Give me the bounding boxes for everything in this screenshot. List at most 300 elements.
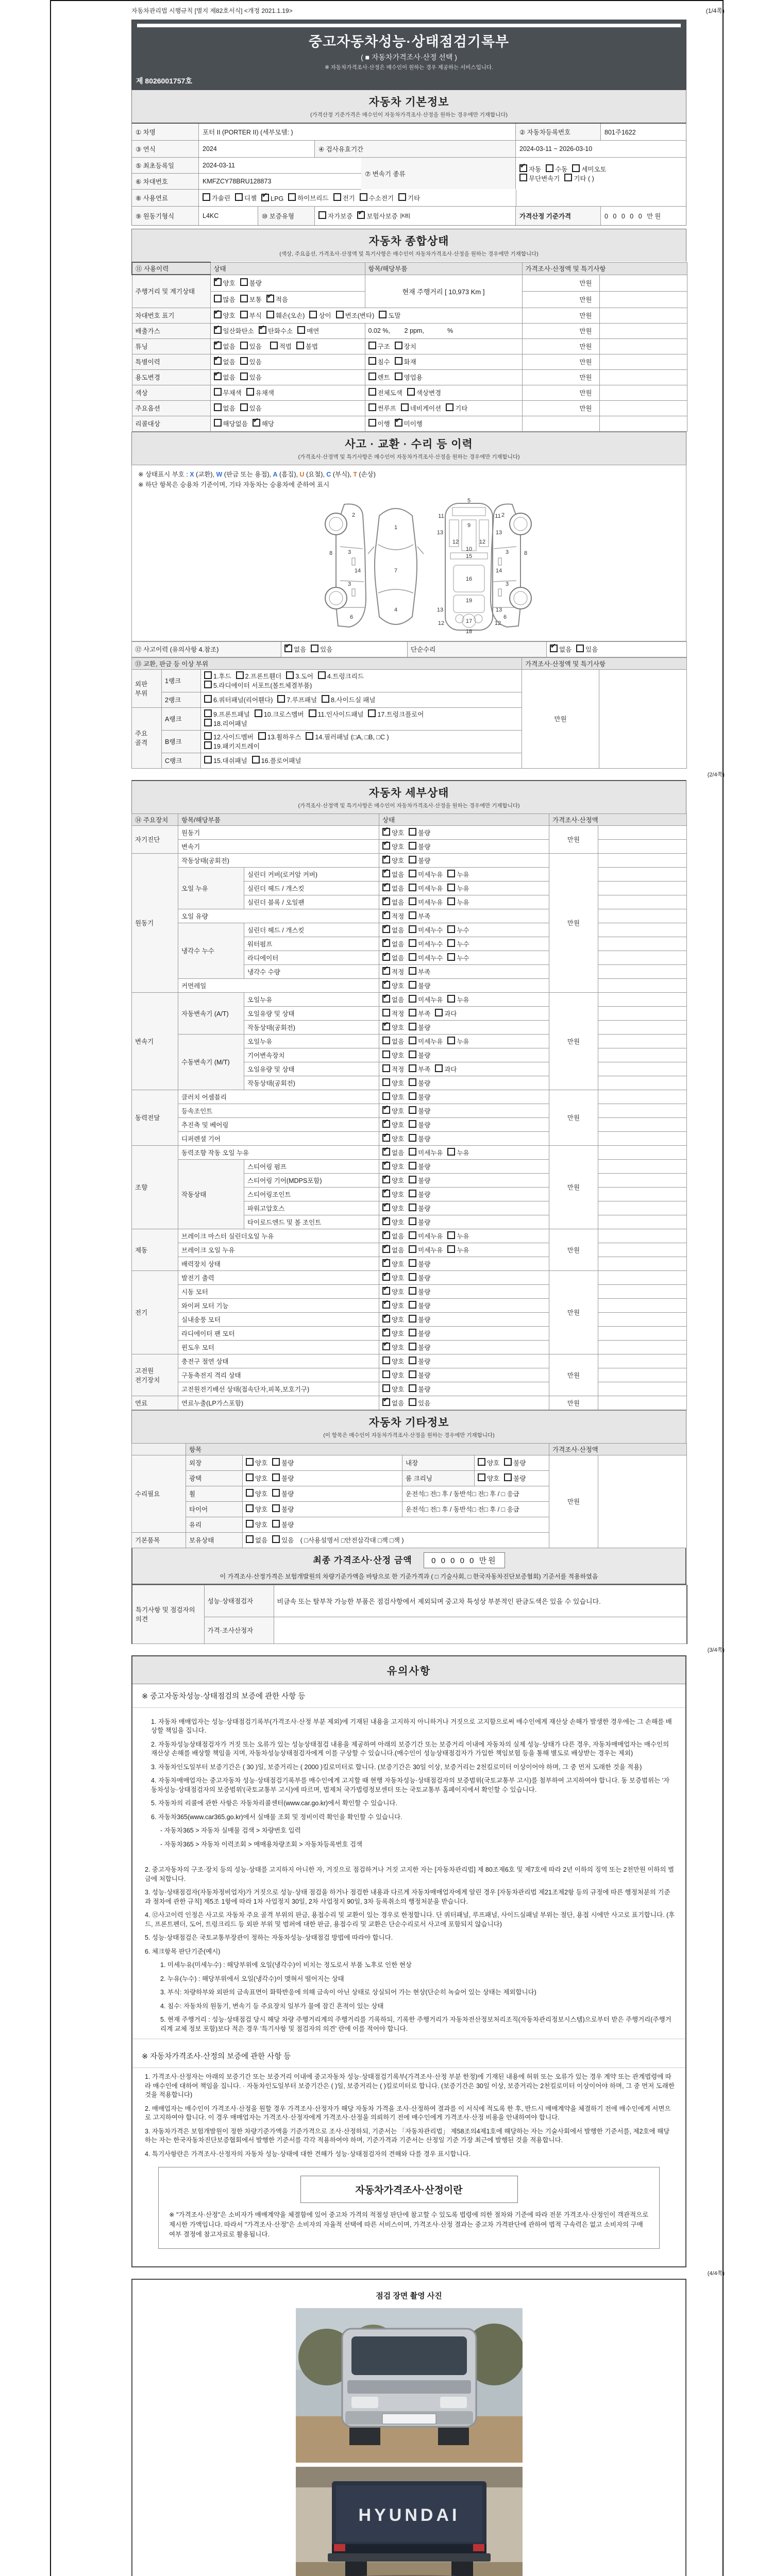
checkbox[interactable] bbox=[382, 939, 390, 947]
checkbox[interactable] bbox=[409, 1204, 416, 1211]
checkbox[interactable] bbox=[272, 1458, 280, 1466]
checkbox[interactable] bbox=[272, 1504, 280, 1512]
checkbox[interactable] bbox=[382, 1134, 390, 1142]
checkbox[interactable] bbox=[368, 342, 376, 349]
part-option: 9.프론트패널 bbox=[204, 711, 250, 718]
checkbox[interactable] bbox=[333, 193, 341, 201]
checkbox[interactable] bbox=[409, 953, 416, 961]
page-marker-4: (4/4쪽) bbox=[707, 2270, 725, 2277]
checkbox[interactable] bbox=[204, 719, 212, 726]
checkbox[interactable] bbox=[409, 1231, 416, 1239]
checkbox[interactable] bbox=[447, 995, 455, 1003]
checkbox[interactable] bbox=[240, 357, 248, 365]
checkbox[interactable] bbox=[409, 1370, 416, 1378]
checkbox[interactable] bbox=[409, 1092, 416, 1100]
checkbox[interactable] bbox=[409, 1009, 416, 1016]
table-row: 작동상태 스티어링 펌프 ✔ 양호 불량 bbox=[132, 1159, 687, 1173]
checkbox[interactable] bbox=[214, 326, 222, 334]
checkbox[interactable] bbox=[409, 1398, 416, 1406]
checkbox[interactable] bbox=[409, 1384, 416, 1392]
checkbox[interactable] bbox=[246, 1473, 254, 1481]
checkbox-option: 불량 bbox=[409, 1191, 430, 1198]
notices-block bbox=[131, 1655, 686, 2268]
table-row: 디퍼렌셜 기어 ✔ 양호 불량 bbox=[132, 1131, 687, 1145]
checkbox[interactable] bbox=[382, 981, 390, 989]
checkbox[interactable] bbox=[564, 174, 572, 181]
checkbox[interactable] bbox=[409, 1162, 416, 1170]
checkbox[interactable] bbox=[409, 870, 416, 877]
checkbox[interactable] bbox=[447, 939, 455, 947]
checkbox[interactable] bbox=[368, 419, 376, 427]
checkbox[interactable] bbox=[409, 1287, 416, 1295]
table-row: 와이퍼 모터 기능 ✔ 양호 불량 bbox=[132, 1298, 687, 1312]
checkbox[interactable] bbox=[272, 1489, 280, 1497]
checkbox-option: ✔ 양호 bbox=[382, 1344, 404, 1351]
checkbox[interactable] bbox=[240, 295, 248, 302]
checkbox-option: ✔ 없음 bbox=[382, 955, 404, 962]
checkbox[interactable] bbox=[478, 1458, 485, 1466]
checkbox[interactable] bbox=[398, 193, 406, 201]
checkbox[interactable] bbox=[382, 911, 390, 919]
svg-text:2: 2 bbox=[501, 512, 505, 518]
etc-header bbox=[131, 1410, 686, 1443]
checkbox[interactable] bbox=[368, 372, 376, 380]
checkbox[interactable] bbox=[214, 372, 222, 380]
checkbox[interactable] bbox=[407, 388, 415, 396]
checkbox[interactable] bbox=[546, 164, 553, 172]
checkbox-option: ✔ 양호 bbox=[382, 1261, 404, 1268]
checkbox[interactable] bbox=[266, 311, 274, 318]
checkbox[interactable] bbox=[379, 311, 386, 318]
checkbox-option: 불량 bbox=[409, 1122, 430, 1129]
checkbox[interactable] bbox=[240, 403, 248, 411]
checkbox[interactable] bbox=[246, 1520, 254, 1528]
checkbox[interactable] bbox=[409, 1315, 416, 1323]
checkbox[interactable] bbox=[272, 1520, 280, 1528]
checkbox[interactable] bbox=[311, 645, 318, 652]
checkbox[interactable] bbox=[382, 897, 390, 905]
checkbox[interactable] bbox=[447, 884, 455, 891]
checkbox[interactable] bbox=[409, 1078, 416, 1086]
checkbox[interactable] bbox=[409, 1023, 416, 1030]
checkbox-option: 양호 bbox=[382, 1372, 404, 1379]
checkbox[interactable] bbox=[214, 295, 222, 302]
checkbox[interactable] bbox=[368, 388, 376, 396]
svg-text:15: 15 bbox=[465, 553, 473, 560]
checkbox[interactable] bbox=[409, 1301, 416, 1309]
checkbox[interactable] bbox=[382, 1231, 390, 1239]
checkbox[interactable] bbox=[409, 995, 416, 1003]
checkbox[interactable] bbox=[246, 388, 254, 396]
checkbox[interactable] bbox=[447, 1245, 455, 1253]
checkbox[interactable] bbox=[382, 1384, 390, 1392]
checkbox[interactable] bbox=[519, 174, 527, 181]
checkbox-option: 세미오토 bbox=[572, 166, 606, 173]
checkbox[interactable] bbox=[382, 856, 390, 863]
checkbox-option: ✔ 양호 bbox=[382, 829, 404, 837]
svg-text:8: 8 bbox=[524, 550, 528, 556]
checkbox-option: 있음 bbox=[240, 343, 262, 350]
checkbox[interactable] bbox=[447, 953, 455, 961]
checkbox-option: 부족 bbox=[409, 969, 430, 976]
checkbox[interactable] bbox=[368, 709, 376, 717]
table-row: 가격·조사산정자 bbox=[132, 1617, 687, 1643]
svg-text:1: 1 bbox=[394, 524, 398, 531]
svg-text:10: 10 bbox=[465, 546, 473, 552]
checkbox-option: ✔ 양호 bbox=[382, 1191, 404, 1198]
checkbox[interactable] bbox=[409, 967, 416, 975]
checkbox[interactable] bbox=[409, 1343, 416, 1350]
checkbox[interactable] bbox=[409, 1120, 416, 1128]
checkbox[interactable] bbox=[447, 925, 455, 933]
checkbox[interactable] bbox=[409, 1148, 416, 1156]
table-row: C랭크 15.대쉬패널 16.플로어패널 bbox=[132, 753, 687, 768]
checkbox[interactable] bbox=[214, 342, 222, 349]
checkbox[interactable] bbox=[446, 403, 453, 411]
checkbox[interactable] bbox=[409, 1245, 416, 1253]
checkbox[interactable] bbox=[270, 342, 278, 349]
checkbox[interactable] bbox=[382, 1037, 390, 1044]
checkbox-option: 양호 bbox=[382, 1094, 404, 1101]
pricing-definition-text: ※ "가격조사·산정"은 소비자가 매매계약을 체결함에 있어 중고차 가격의 적절성 판단에 참고할 수 있도록 법령에 의한 절차와 기준에 따라 전문 가격조사·산정인이 객관적으로 제시한 가액입니다. 따라서 "가격조사·산정"은 소비자의 자율적 선택에 따른 서비스이며, 가격조사·산정 결과는 중고차 가격판단에 관하여 법적 구속력은 없고 소비자의 구매여부 결정에 참고자료로 활용됩니다. bbox=[169, 2211, 649, 2238]
notice-item: 5. 현재 주행거리 : 성능·상태점검 당시 해당 차량 주행거리계의 주행거리를 기록하되, 기록한 주행거리가 자동차전산정보처리조직(자동차관리정보시스템)으로부터 받은 주행거리(주행거리계 교체 정보 포함)보다 적은 경우 '특기사항 및 점검자의 의견' 란에 이를 적어야 합니다. bbox=[160, 2016, 671, 2032]
checkbox-option: 불량 bbox=[409, 1205, 430, 1212]
checkbox[interactable] bbox=[409, 897, 416, 905]
checkbox[interactable] bbox=[382, 1106, 390, 1114]
checkbox-option: 미세누유 bbox=[409, 996, 443, 1004]
checkbox-option: 전체도색 bbox=[368, 389, 402, 397]
checkbox-option: 불량 bbox=[504, 1475, 526, 1482]
checkbox[interactable] bbox=[447, 870, 455, 877]
repair-parts-table bbox=[131, 657, 687, 769]
checkbox-option: 부족 bbox=[409, 913, 430, 920]
checkbox[interactable] bbox=[382, 1301, 390, 1309]
checkbox[interactable] bbox=[409, 1050, 416, 1058]
checkbox[interactable] bbox=[382, 925, 390, 933]
checkbox[interactable] bbox=[288, 193, 296, 201]
checkbox[interactable] bbox=[395, 357, 402, 365]
checkbox[interactable] bbox=[409, 1217, 416, 1225]
checkbox-option: 기타 bbox=[446, 405, 467, 412]
checkbox[interactable] bbox=[309, 311, 317, 318]
notices-body bbox=[132, 1708, 685, 2267]
checkbox-option: 미세누수 bbox=[409, 927, 443, 934]
checkbox[interactable] bbox=[409, 1259, 416, 1267]
table-row: 특별이력 ✔ 없음 있음 침수 화재 만원 bbox=[132, 354, 687, 369]
checkbox[interactable] bbox=[204, 681, 212, 688]
checkbox[interactable] bbox=[382, 1370, 390, 1378]
checkbox[interactable] bbox=[368, 357, 376, 365]
page-border-left bbox=[50, 0, 51, 2576]
svg-text:9: 9 bbox=[467, 522, 471, 529]
table-row: 실린더 블록 / 오일팬 ✔ 없음 미세누유 누유 bbox=[132, 895, 687, 909]
checkbox-option: 기타 bbox=[398, 193, 420, 202]
document-title-block bbox=[131, 20, 686, 90]
checkbox[interactable] bbox=[409, 1134, 416, 1142]
checkbox-option: 누수 bbox=[447, 955, 469, 962]
checkbox[interactable] bbox=[382, 1176, 390, 1183]
basic-info-cell: KMFZCY78BRU128873 bbox=[203, 178, 272, 185]
checkbox[interactable] bbox=[409, 1064, 416, 1072]
checkbox[interactable] bbox=[382, 1245, 390, 1253]
checkbox-option: 불량 bbox=[409, 1163, 430, 1171]
checkbox[interactable] bbox=[409, 828, 416, 836]
checkbox[interactable] bbox=[409, 939, 416, 947]
checkbox[interactable] bbox=[204, 695, 212, 703]
checkbox[interactable] bbox=[435, 1064, 443, 1072]
checkbox[interactable] bbox=[395, 419, 402, 427]
checkbox[interactable] bbox=[382, 1287, 390, 1295]
table-row: 조향 동력조향 작동 오일 누유 ✔ 없음 미세누유 누유 만원 bbox=[132, 1145, 687, 1159]
checkbox[interactable] bbox=[382, 884, 390, 891]
checkbox[interactable] bbox=[409, 1357, 416, 1364]
checkbox[interactable] bbox=[382, 842, 390, 850]
checkbox[interactable] bbox=[204, 709, 212, 717]
checkbox[interactable] bbox=[435, 1009, 443, 1016]
checkbox-option: 디젤 bbox=[235, 193, 257, 202]
checkbox-option: 누수 bbox=[447, 941, 469, 948]
checkbox[interactable] bbox=[409, 911, 416, 919]
checkbox[interactable] bbox=[382, 1050, 390, 1058]
checkbox[interactable] bbox=[214, 403, 222, 411]
checkbox[interactable] bbox=[382, 967, 390, 975]
checkbox-option: 불량 bbox=[409, 1289, 430, 1296]
checkbox[interactable] bbox=[246, 1458, 254, 1466]
checkbox-option: 누유 bbox=[447, 996, 469, 1004]
checkbox-option: 불량 bbox=[409, 1219, 430, 1226]
checkbox-option: 불량 bbox=[409, 1177, 430, 1184]
checkbox[interactable] bbox=[382, 1217, 390, 1225]
checkbox[interactable] bbox=[255, 709, 262, 717]
checkbox[interactable] bbox=[309, 709, 316, 717]
checkbox[interactable] bbox=[318, 211, 326, 219]
checkbox-option: 누유 bbox=[447, 1247, 469, 1254]
checkbox[interactable] bbox=[306, 732, 313, 740]
basic-info-cell: 자가보증 ✔ 보험사보증 [KB] bbox=[315, 207, 516, 225]
checkbox[interactable] bbox=[409, 1037, 416, 1044]
svg-text:12: 12 bbox=[452, 538, 459, 545]
notice-item: 1. 미세누유(미세누수) : 해당부위에 오일(냉각수)이 비치는 정도로서 부품 노후로 인한 현상 bbox=[160, 1961, 412, 1969]
checkbox-option: ✔ 양호 bbox=[382, 1205, 404, 1212]
checkbox[interactable] bbox=[259, 326, 266, 334]
checkbox[interactable] bbox=[236, 671, 244, 679]
accident-legend: ※ 상태표시 부호 : X (교환), W (판금 또는 용접), A (흠집), U (요철), C (부식), T (손상) bbox=[138, 470, 376, 478]
checkbox[interactable] bbox=[382, 1064, 390, 1072]
checkbox[interactable] bbox=[266, 295, 274, 302]
final-price-label: 최종 가격조사·산정 금액 bbox=[313, 1555, 412, 1565]
checkbox[interactable] bbox=[382, 953, 390, 961]
checkbox[interactable] bbox=[203, 193, 210, 201]
checkbox[interactable] bbox=[382, 1162, 390, 1170]
svg-text:6: 6 bbox=[503, 614, 507, 620]
table-header-row: 항목 가격조사·산정액 bbox=[132, 1443, 687, 1455]
checkbox-option: 누수 bbox=[447, 927, 469, 934]
checkbox-option: 미세누유 bbox=[409, 899, 443, 906]
notice-item: 3. 성능·상태점검자(자동차정비업자)가 거짓으로 성능·상태 점검을 하거나 점검한 내용과 다르게 자동차매매업자에게 알린 경우 [자동차관리법 제21조제2항 등의 규정에 따른 행정처분의 기준과 절차에 관한 규칙] 제5조 1항에 따라 1차 사업정지 30일, 2차 사업정지 90일, 3차 등록취소의 행정처분을 받습니다. bbox=[145, 1889, 670, 1905]
checkbox[interactable] bbox=[214, 419, 222, 427]
checkbox[interactable] bbox=[214, 311, 222, 318]
checkbox-option: 자가보증 bbox=[318, 211, 352, 221]
checkbox-option: 있음 bbox=[576, 646, 598, 653]
checkbox[interactable] bbox=[382, 1315, 390, 1323]
checkbox[interactable] bbox=[253, 419, 260, 427]
checkbox[interactable] bbox=[284, 645, 292, 652]
checkbox[interactable] bbox=[395, 342, 402, 349]
checkbox[interactable] bbox=[519, 164, 527, 172]
table-row: 오일유량 및 상태 적정 부족 과다 bbox=[132, 1062, 687, 1076]
checkbox[interactable] bbox=[336, 311, 344, 318]
checkbox[interactable] bbox=[447, 1148, 455, 1156]
checkbox[interactable] bbox=[382, 1092, 390, 1100]
checkbox[interactable] bbox=[382, 1190, 390, 1197]
checkbox[interactable] bbox=[297, 326, 305, 334]
checkbox[interactable] bbox=[235, 193, 243, 201]
checkbox[interactable] bbox=[277, 695, 285, 703]
checkbox[interactable] bbox=[240, 342, 248, 349]
table-row: 실내송풍 모터 ✔ 양호 불량 bbox=[132, 1312, 687, 1326]
accident-header bbox=[131, 432, 686, 465]
table-row: 커먼레일 ✔ 양호 불량 bbox=[132, 978, 687, 992]
checkbox[interactable] bbox=[246, 1489, 254, 1497]
checkbox-option: ✔ 없음 bbox=[382, 885, 404, 892]
checkbox[interactable] bbox=[246, 1504, 254, 1512]
checkbox[interactable] bbox=[395, 372, 402, 380]
checkbox[interactable] bbox=[382, 1009, 390, 1016]
checkbox[interactable] bbox=[576, 645, 584, 652]
checkbox-option: 양호 bbox=[382, 1052, 404, 1059]
checkbox[interactable] bbox=[401, 403, 409, 411]
checkbox[interactable] bbox=[409, 856, 416, 863]
checkbox[interactable] bbox=[214, 357, 222, 365]
checkbox[interactable] bbox=[252, 756, 260, 764]
checkbox-option: 양호 bbox=[246, 1460, 267, 1467]
checkbox-option: 미세누유 bbox=[409, 1233, 443, 1240]
checkbox[interactable] bbox=[382, 1357, 390, 1364]
checkbox[interactable] bbox=[504, 1473, 512, 1481]
checkbox[interactable] bbox=[382, 1273, 390, 1281]
final-price-value: 0 0 0 0 0 만원 bbox=[424, 1552, 505, 1568]
checkbox-option: 불량 bbox=[409, 1330, 430, 1337]
checkbox[interactable] bbox=[409, 981, 416, 989]
checkbox[interactable] bbox=[322, 695, 329, 703]
basic-info-cell: 2024-03-11 ~ 2026-03-10 bbox=[519, 145, 593, 152]
checkbox[interactable] bbox=[360, 193, 367, 201]
checkbox[interactable] bbox=[382, 1398, 390, 1406]
checkbox[interactable] bbox=[447, 1231, 455, 1239]
table-row: 작동상태(공회전) ✔ 양호 불량 bbox=[132, 1020, 687, 1034]
checkbox[interactable] bbox=[258, 732, 266, 740]
checkbox[interactable] bbox=[504, 1458, 512, 1466]
checkbox[interactable] bbox=[382, 1120, 390, 1128]
checkbox[interactable] bbox=[204, 671, 212, 679]
checkbox[interactable] bbox=[409, 1176, 416, 1183]
detail-title: 자동차 세부상태 bbox=[368, 787, 449, 799]
checkbox[interactable] bbox=[382, 828, 390, 836]
checkbox[interactable] bbox=[272, 1473, 280, 1481]
checkbox[interactable] bbox=[550, 645, 558, 652]
checkbox[interactable] bbox=[214, 388, 222, 396]
checkbox-option: 불량 bbox=[409, 1275, 430, 1282]
checkbox-option: 불법 bbox=[296, 343, 318, 350]
checkbox[interactable] bbox=[246, 1535, 254, 1543]
checkbox[interactable] bbox=[409, 884, 416, 891]
checkbox-option: ✔ 양호 bbox=[382, 1316, 404, 1324]
checkbox[interactable] bbox=[409, 842, 416, 850]
accident-note: (가격조사·산정액 및 특기사항은 매수인이 자동차가격조사·산정을 원하는 경우에만 기재합니다) bbox=[298, 453, 520, 460]
table-row: 배출가스 ✔ 일산화탄소 ✔ 탄화수소 매연 0.02 %, 2 ppm, % 만원 bbox=[132, 323, 687, 338]
checkbox-option: 있음 bbox=[240, 359, 262, 366]
checkbox[interactable] bbox=[382, 1148, 390, 1156]
checkbox[interactable] bbox=[409, 1190, 416, 1197]
rear-brand-text: HYUNDAI bbox=[358, 2505, 460, 2526]
checkbox-option: ✔ 양호 bbox=[382, 1219, 404, 1226]
table-row: 시동 모터 ✔ 양호 불량 bbox=[132, 1284, 687, 1298]
checkbox-option: ✔ 없음 bbox=[214, 374, 236, 381]
checkbox[interactable] bbox=[409, 1273, 416, 1281]
checkbox-option: ✔ 없음 bbox=[214, 343, 236, 350]
checkbox[interactable] bbox=[478, 1473, 485, 1481]
checkbox-option: 불량 bbox=[240, 280, 262, 287]
final-price-band bbox=[131, 1548, 686, 1585]
checkbox-option: 가솔린 bbox=[203, 193, 230, 202]
checkbox[interactable] bbox=[357, 211, 365, 219]
checkbox[interactable] bbox=[409, 925, 416, 933]
checkbox-option: ✔ 양호 bbox=[382, 1108, 404, 1115]
svg-text:14: 14 bbox=[495, 567, 502, 574]
checkbox[interactable] bbox=[261, 194, 269, 201]
table-row: 작동상태(공회전) 양호 불량 bbox=[132, 1076, 687, 1090]
checkbox[interactable] bbox=[368, 403, 376, 411]
vehicle-diagram bbox=[132, 497, 685, 635]
checkbox[interactable] bbox=[447, 1037, 455, 1044]
checkbox[interactable] bbox=[382, 1329, 390, 1336]
checkbox[interactable] bbox=[409, 1106, 416, 1114]
checkbox[interactable] bbox=[240, 372, 248, 380]
notice-item: 3. 부식: 차량하부와 외판의 금속표면이 화학반응에 의해 금속이 아닌 상태로 상실되어 가는 현상(단순히 녹슬어 있는 상태는 제외합니다) bbox=[160, 1989, 536, 1996]
checkbox[interactable] bbox=[447, 897, 455, 905]
table-row: 외판 부위 1랭크 1.후드 2.프론트휀더 3.도어 4.트렁크리드 5.라디에이터 서포트(볼트체결부품) 만원 bbox=[132, 669, 687, 692]
notices-title: 유의사항 bbox=[132, 1656, 685, 1684]
checkbox[interactable] bbox=[286, 671, 294, 679]
table-row: 냉각수 수량 ✔ 적정 부족 bbox=[132, 964, 687, 978]
checkbox-option: 침수 bbox=[368, 359, 390, 366]
checkbox-option: 미세누유 bbox=[409, 1247, 443, 1254]
checkbox[interactable] bbox=[382, 1204, 390, 1211]
checkbox[interactable] bbox=[382, 995, 390, 1003]
basic-info-cell: ⑨ 원동기형식 bbox=[132, 207, 199, 225]
checkbox[interactable] bbox=[204, 732, 212, 740]
checkbox[interactable] bbox=[382, 870, 390, 877]
checkbox[interactable] bbox=[204, 756, 212, 764]
checkbox[interactable] bbox=[409, 1329, 416, 1336]
checkbox[interactable] bbox=[318, 671, 326, 679]
checkbox[interactable] bbox=[382, 1343, 390, 1350]
checkbox[interactable] bbox=[572, 164, 580, 172]
checkbox[interactable] bbox=[240, 311, 248, 318]
checkbox[interactable] bbox=[382, 1023, 390, 1030]
checkbox[interactable] bbox=[272, 1535, 280, 1543]
checkbox[interactable] bbox=[204, 741, 212, 749]
checkbox[interactable] bbox=[382, 1259, 390, 1267]
checkbox-option: 양호 bbox=[382, 1358, 404, 1365]
table-row: 기본품목 보유상태 없음 있음 ( □사용설명서 □안전삼각대 □잭 □잭 ) bbox=[132, 1532, 687, 1548]
checkbox[interactable] bbox=[214, 278, 222, 286]
checkbox-option: ✔ 양호 bbox=[382, 1330, 404, 1337]
checkbox[interactable] bbox=[240, 278, 248, 286]
checkbox[interactable] bbox=[382, 1078, 390, 1086]
part-option: 11.인사이드패널 bbox=[309, 711, 364, 718]
checkbox[interactable] bbox=[296, 342, 304, 349]
